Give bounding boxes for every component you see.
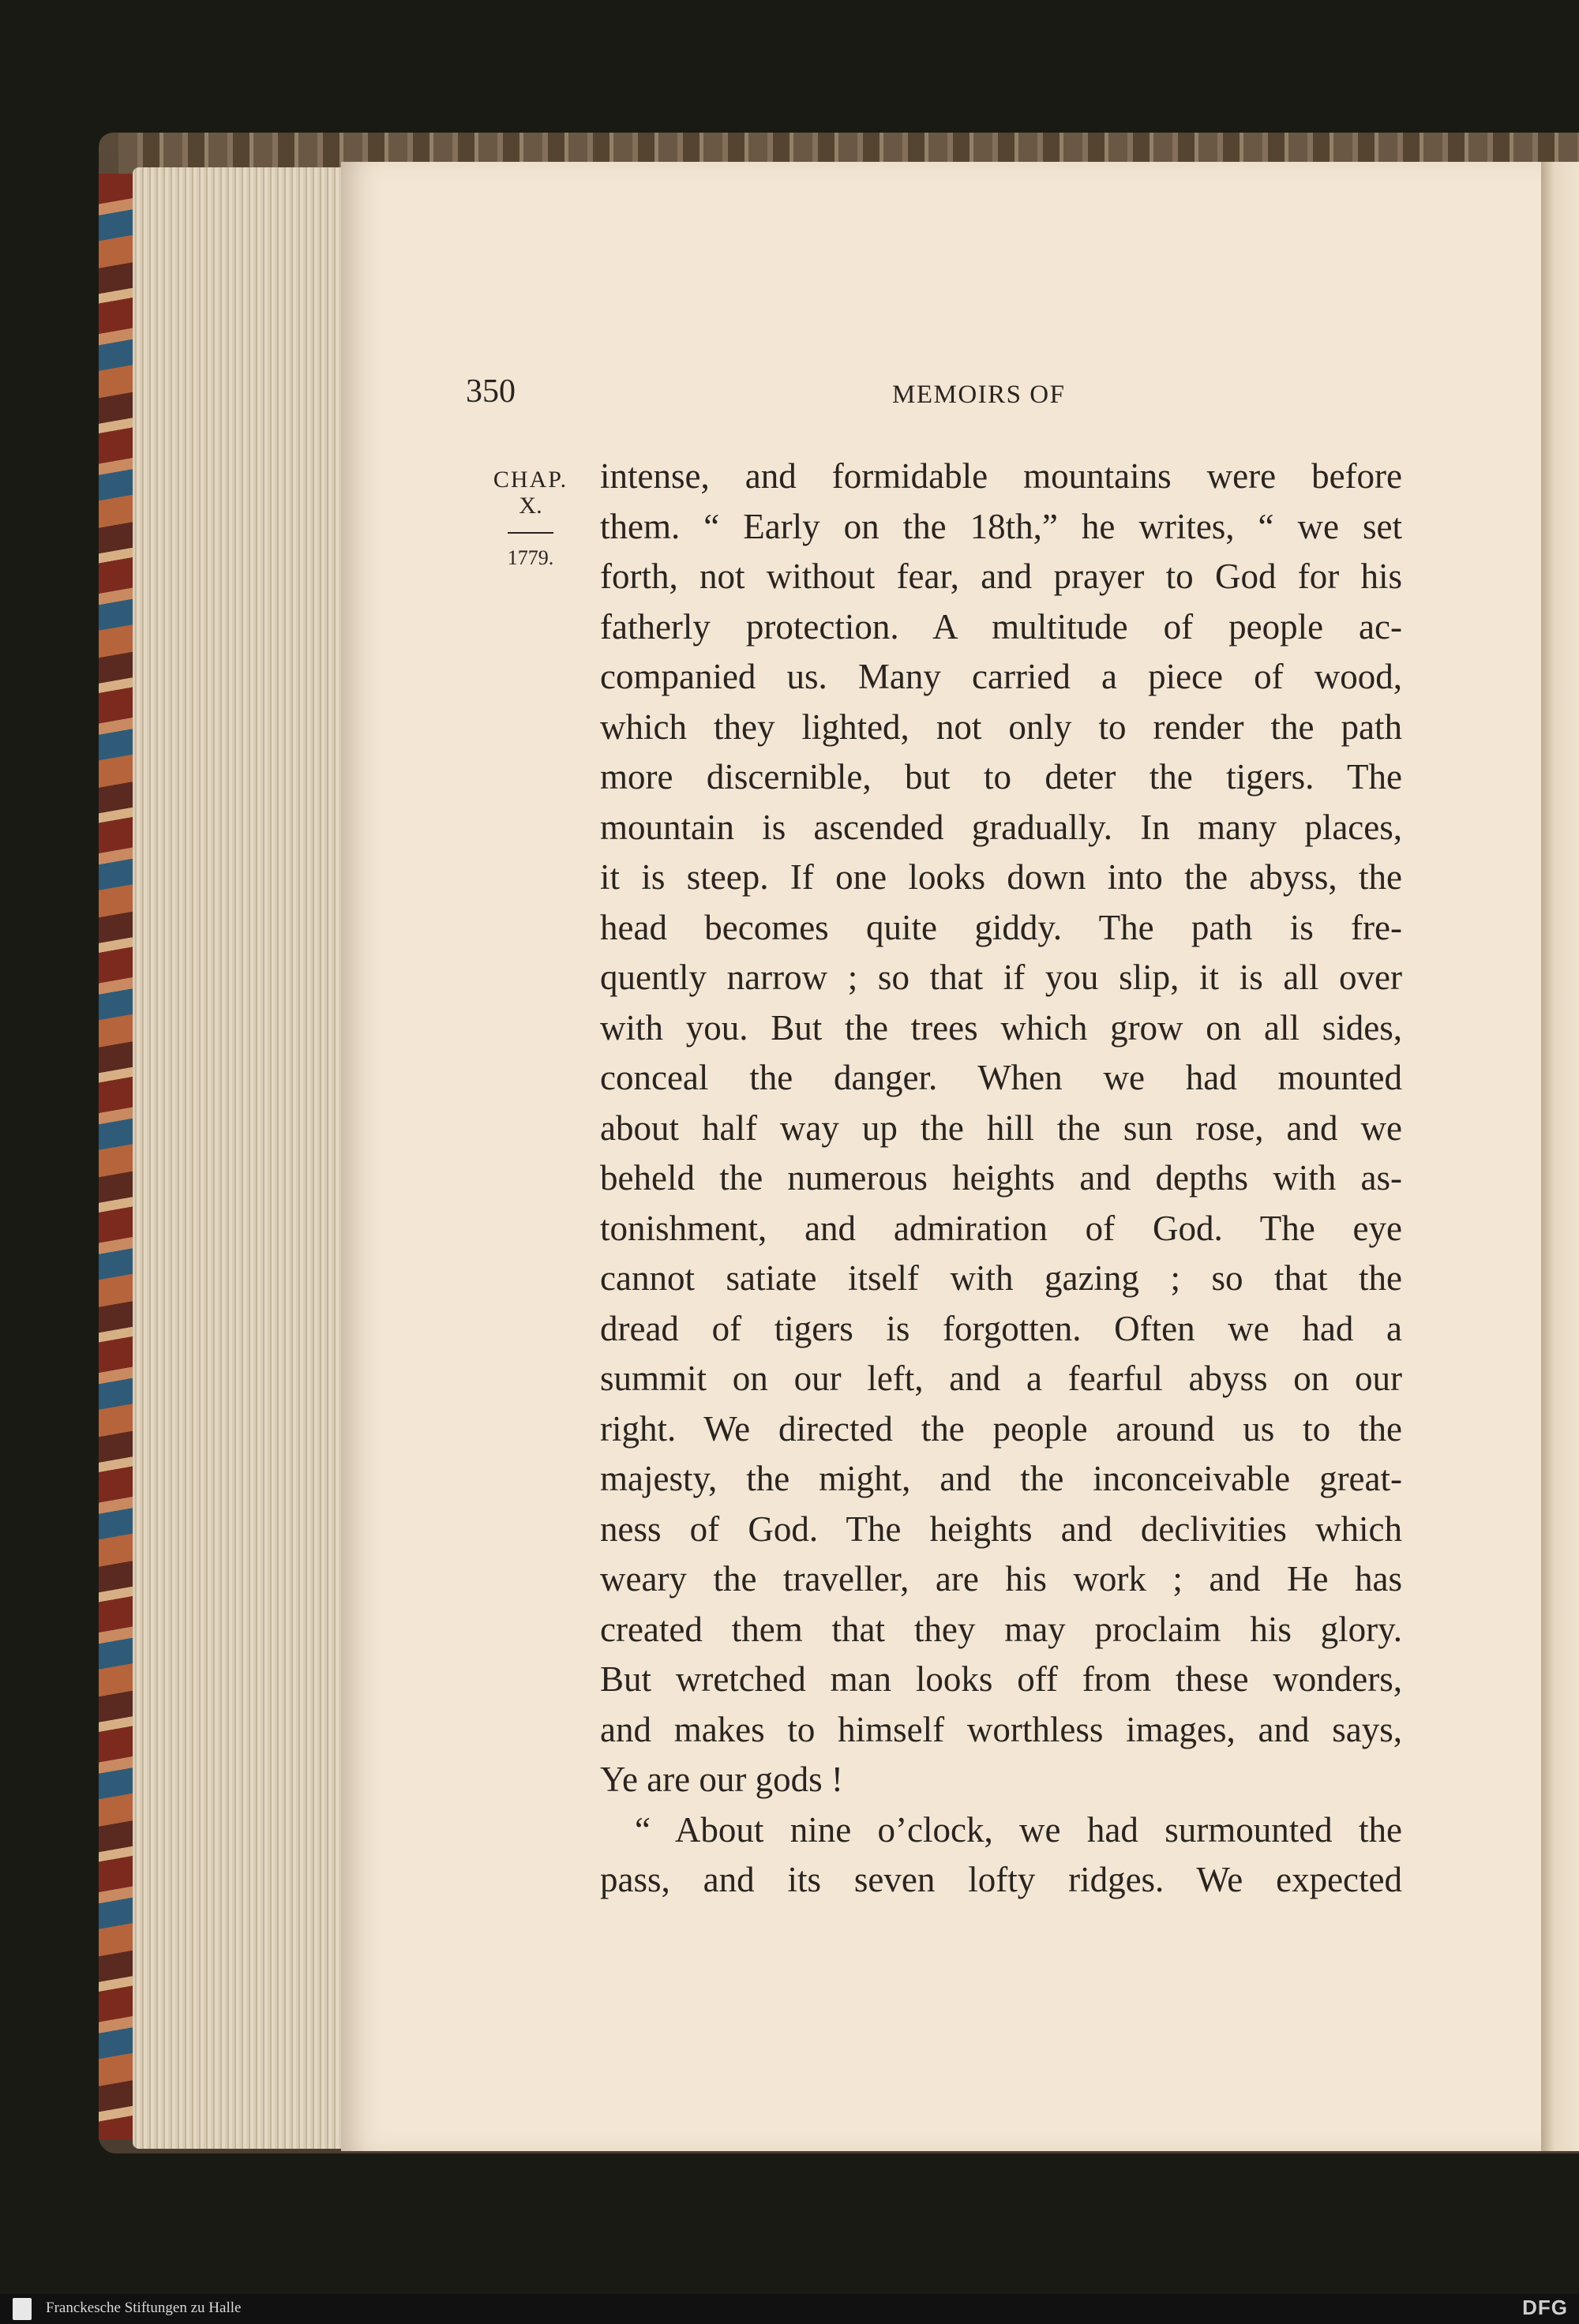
text-line: intense, and formidable mountains were before [600, 456, 1402, 496]
text-line: and makes to himself worthless images, and says, [600, 1709, 1402, 1749]
running-title: MEMOIRS OF [892, 380, 1066, 409]
text-line: fatherly protection. A multitude of people ac- [600, 606, 1402, 647]
page-number: 350 [466, 373, 516, 410]
text-line: cannot satiate itself with gazing ; so that the [600, 1258, 1402, 1298]
body-text [600, 452, 1402, 1906]
text-line: dread of tigers is forgotten. Often we had a [600, 1308, 1402, 1348]
page-edges [133, 167, 355, 2149]
text-line: beheld the numerous heights and depths with as- [600, 1158, 1402, 1198]
margin-chapter-number: X. [519, 493, 542, 519]
text-line: conceal the danger. When we had mounted [600, 1058, 1402, 1097]
facing-page-edge [1541, 162, 1579, 2151]
margin-year: 1779. [507, 546, 554, 569]
text-line: which they lighted, not only to render the path [600, 707, 1402, 747]
text-line: tonishment, and admiration of God. The eye [600, 1208, 1402, 1248]
text-line: Ye are our gods ! [600, 1760, 843, 1799]
margin-chapter-label: CHAP. [493, 467, 568, 493]
text-line: mountain is ascended gradually. In many places, [600, 807, 1402, 847]
margin-rule [508, 532, 553, 534]
text-line: majesty, the might, and the inconceivable great- [600, 1459, 1402, 1498]
institution-name: Franckesche Stiftungen zu Halle [46, 2300, 242, 2316]
text-line: ness of God. The heights and declivities which [600, 1509, 1402, 1549]
margin-note [483, 466, 578, 570]
text-line: with you. But the trees which grow on all sides, [600, 1007, 1402, 1048]
text-line: But wretched man looks off from these wonders, [600, 1659, 1402, 1699]
text-line: about half way up the hill the sun rose, and we [600, 1108, 1402, 1148]
text-line: it is steep. If one looks down into the abyss, the [600, 857, 1402, 897]
text-line: more discernible, but to deter the tigers. The [600, 757, 1402, 797]
text-line: companied us. Many carried a piece of wood, [600, 657, 1402, 696]
text-line: summit on our left, and a fearful abyss on our [600, 1359, 1402, 1398]
text-line: pass, and its seven lofty ridges. We expected [600, 1860, 1402, 1899]
text-line: weary the traveller, are his work ; and He has [600, 1559, 1402, 1599]
text-line: “ About nine o’clock, we had surmounted the [635, 1809, 1402, 1850]
text-line: created them that they may proclaim his glory. [600, 1609, 1402, 1649]
institution-logo-icon [13, 2298, 32, 2320]
dfg-logo: DFG [1522, 2296, 1568, 2319]
text-line: forth, not without fear, and prayer to God for his [600, 557, 1402, 596]
text-line: right. We directed the people around us to the [600, 1408, 1402, 1449]
text-line: quently narrow ; so that if you slip, it is all over [600, 958, 1402, 997]
text-line: head becomes quite giddy. The path is fre- [600, 907, 1402, 947]
text-line: them. “ Early on the 18th,” he writes, “ we set [600, 506, 1402, 546]
